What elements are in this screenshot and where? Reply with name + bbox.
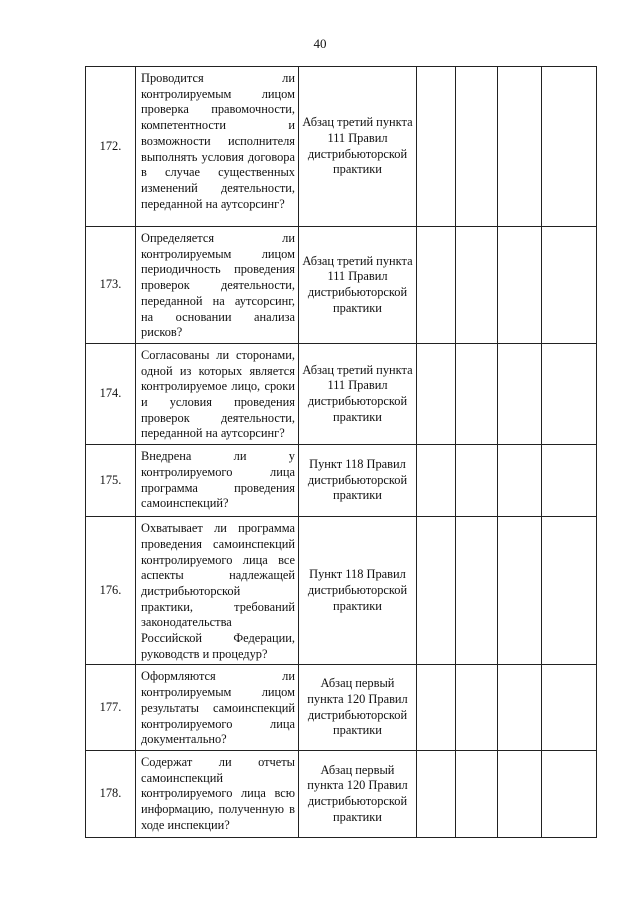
note-cell[interactable]	[542, 343, 597, 444]
legal-reference: Абзац первый пункта 120 Правил дистрибьюторской практики	[299, 750, 417, 837]
table-row	[86, 445, 597, 517]
answer-not-applicable-cell[interactable]	[498, 343, 542, 444]
note-cell[interactable]	[542, 445, 597, 517]
answer-not-applicable-cell[interactable]	[498, 227, 542, 344]
table-row	[86, 665, 597, 751]
answer-not-applicable-cell[interactable]	[498, 445, 542, 517]
answer-yes-cell[interactable]	[417, 227, 456, 344]
answer-no-cell[interactable]	[456, 750, 498, 837]
row-number: 175.	[86, 445, 136, 517]
legal-reference: Пункт 118 Правил дистрибьюторской практики	[299, 517, 417, 665]
question-text: Проводится ли контролируемым лицом проверка правомочности, компетентности и возможности исполнителя выполнять условия договора в случае существенных изменений деятельности, переданной на аутсорсинг?	[136, 67, 299, 227]
question-text: Определяется ли контролируемым лицом периодичность проведения проверок деятельности, переданной на аутсорсинг, на основании анализа рисков?	[136, 227, 299, 344]
answer-no-cell[interactable]	[456, 343, 498, 444]
note-cell[interactable]	[542, 517, 597, 665]
answer-not-applicable-cell[interactable]	[498, 750, 542, 837]
answer-yes-cell[interactable]	[417, 665, 456, 751]
table-row	[86, 67, 597, 227]
question-text: Согласованы ли сторонами, одной из которых является контролируемое лицо, сроки и условия проведения проверок деятельности, переданной на аутсорсинг?	[136, 343, 299, 444]
table-row	[86, 517, 597, 665]
legal-reference: Абзац третий пункта 111 Правил дистрибьюторской практики	[299, 67, 417, 227]
question-text: Внедрена ли у контролируемого лица программа проведения самоинспекций?	[136, 445, 299, 517]
table-row	[86, 227, 597, 344]
note-cell[interactable]	[542, 750, 597, 837]
question-text: Содержат ли отчеты самоинспекций контролируемого лица всю информацию, полученную в ходе инспекции?	[136, 750, 299, 837]
row-number: 178.	[86, 750, 136, 837]
answer-no-cell[interactable]	[456, 665, 498, 751]
answer-not-applicable-cell[interactable]	[498, 665, 542, 751]
question-text: Охватывает ли программа проведения самоинспекций контролируемого лица все аспекты надлежащей дистрибьюторской практики, требований законодательства Российской Федерации, руководств и процедур?	[136, 517, 299, 665]
table-row	[86, 750, 597, 837]
note-cell[interactable]	[542, 227, 597, 344]
row-number: 172.	[86, 67, 136, 227]
answer-yes-cell[interactable]	[417, 445, 456, 517]
row-number: 177.	[86, 665, 136, 751]
answer-not-applicable-cell[interactable]	[498, 67, 542, 227]
answer-yes-cell[interactable]	[417, 517, 456, 665]
answer-not-applicable-cell[interactable]	[498, 517, 542, 665]
answer-no-cell[interactable]	[456, 445, 498, 517]
legal-reference: Абзац третий пункта 111 Правил дистрибьюторской практики	[299, 227, 417, 344]
page-number: 40	[313, 36, 327, 51]
table-row	[86, 343, 597, 444]
checklist-table	[85, 66, 597, 838]
legal-reference: Абзац первый пункта 120 Правил дистрибьюторской практики	[299, 665, 417, 751]
row-number: 173.	[86, 227, 136, 344]
row-number: 174.	[86, 343, 136, 444]
legal-reference: Абзац третий пункта 111 Правил дистрибьюторской практики	[299, 343, 417, 444]
row-number: 176.	[86, 517, 136, 665]
answer-yes-cell[interactable]	[417, 343, 456, 444]
answer-yes-cell[interactable]	[417, 67, 456, 227]
answer-no-cell[interactable]	[456, 227, 498, 344]
note-cell[interactable]	[542, 665, 597, 751]
answer-yes-cell[interactable]	[417, 750, 456, 837]
question-text: Оформляются ли контролируемым лицом результаты самоинспекций контролируемого лица документально?	[136, 665, 299, 751]
answer-no-cell[interactable]	[456, 67, 498, 227]
note-cell[interactable]	[542, 67, 597, 227]
answer-no-cell[interactable]	[456, 517, 498, 665]
legal-reference: Пункт 118 Правил дистрибьюторской практики	[299, 445, 417, 517]
